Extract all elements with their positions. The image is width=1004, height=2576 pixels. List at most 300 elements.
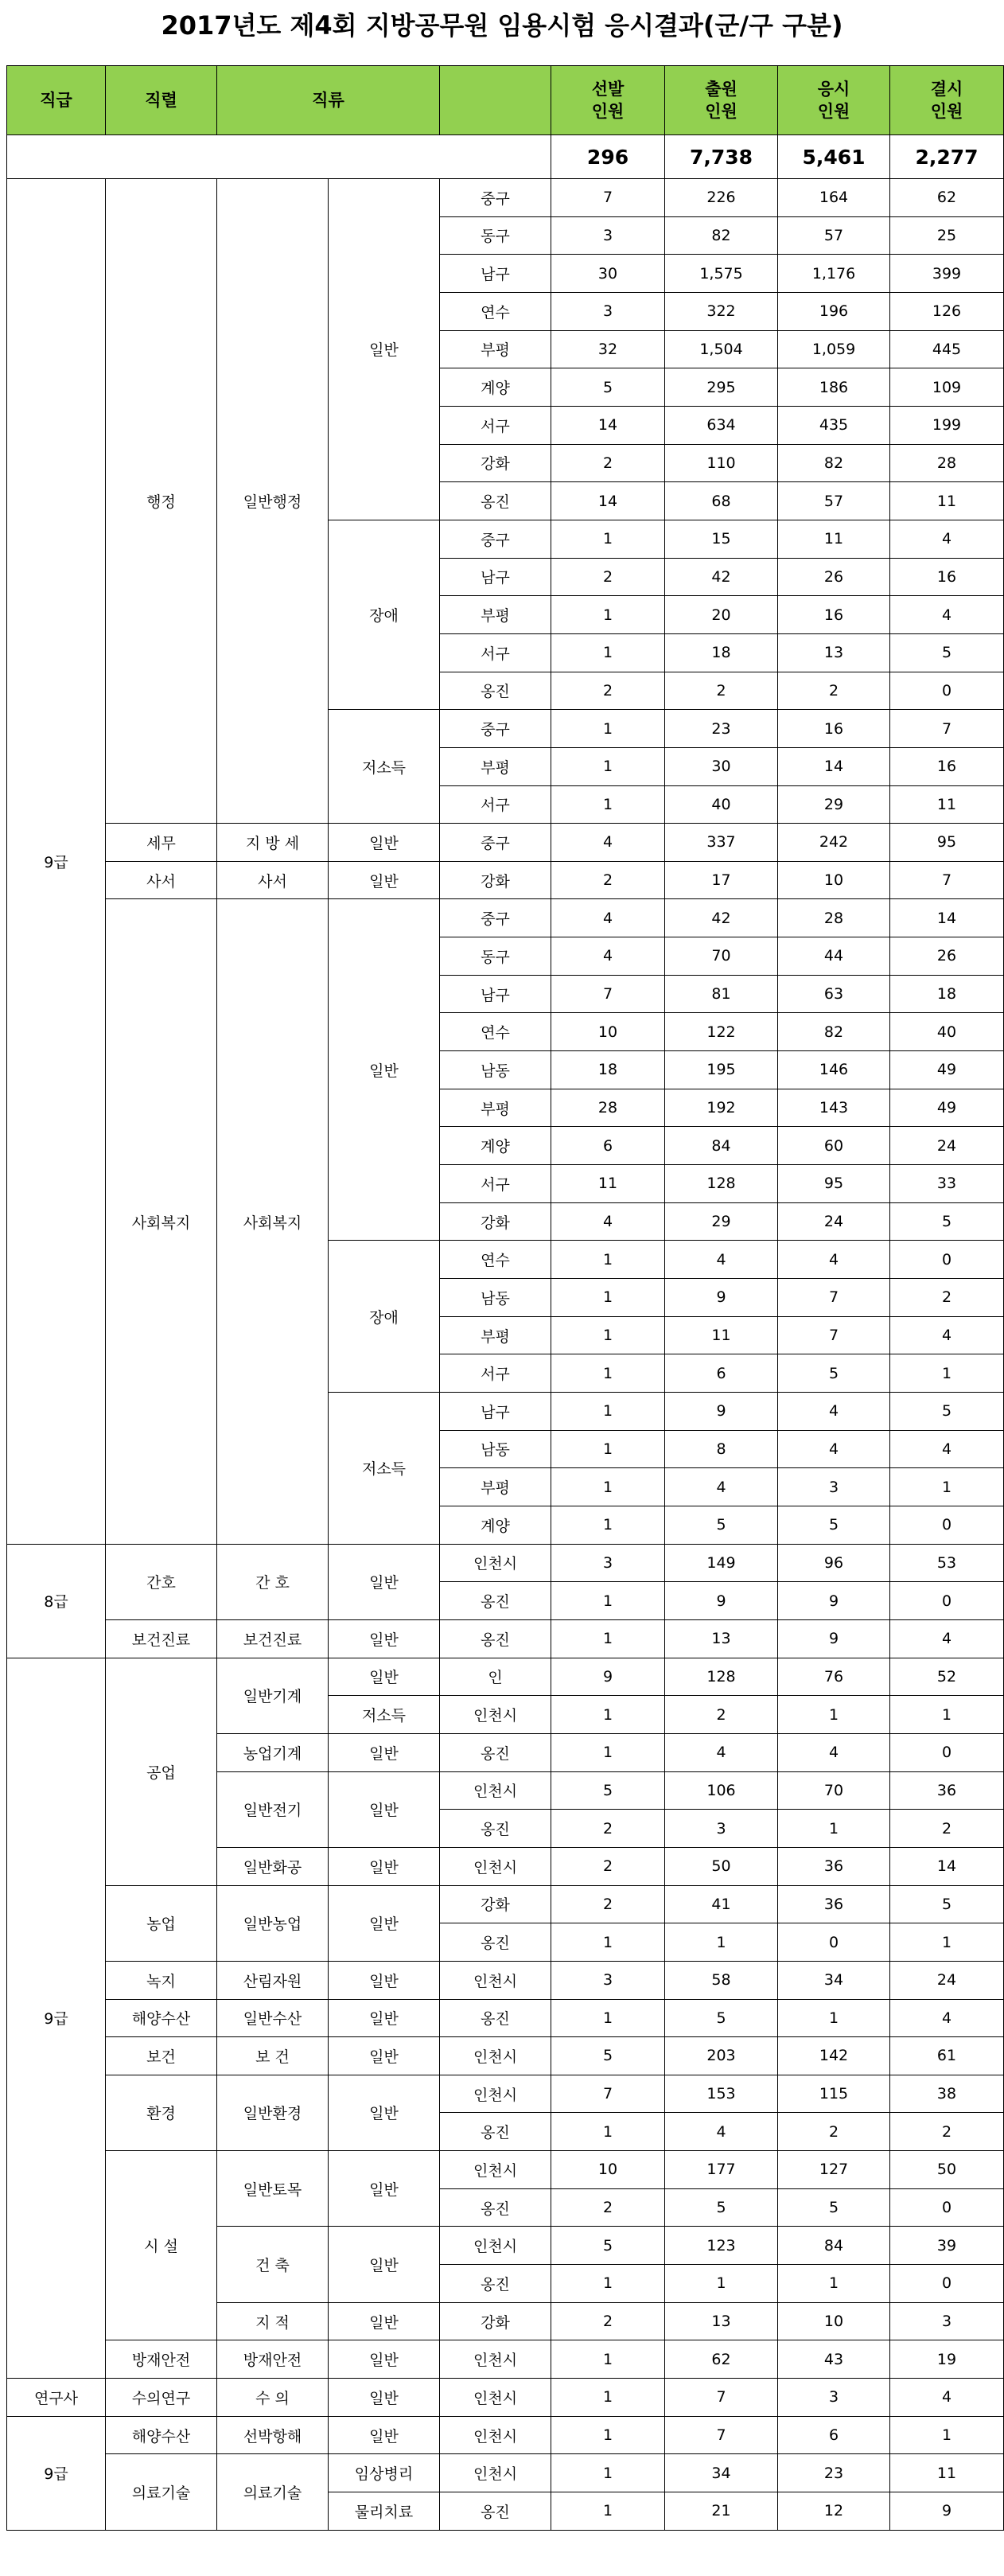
- region-cell: 연수: [440, 1013, 551, 1051]
- series-cell: 보건진료: [106, 1619, 217, 1658]
- absent-cell: 14: [890, 1847, 1004, 1885]
- absent-cell: 0: [890, 2188, 1004, 2227]
- selected-cell: 18: [551, 1051, 665, 1089]
- selected-cell: 1: [551, 1279, 665, 1317]
- applied-cell: 5: [665, 1506, 778, 1544]
- grade-cell: 9급: [7, 1658, 106, 2378]
- region-cell: 계양: [440, 1127, 551, 1165]
- applied-cell: 4: [665, 1468, 778, 1506]
- applied-cell: 6: [665, 1354, 778, 1393]
- attended-cell: 4: [778, 1241, 890, 1279]
- selected-cell: 1: [551, 2454, 665, 2492]
- region-cell: 인천시: [440, 1544, 551, 1582]
- region-cell: 남구: [440, 1393, 551, 1431]
- region-cell: 서구: [440, 1354, 551, 1393]
- attended-cell: 186: [778, 368, 890, 407]
- absent-cell: 24: [890, 1961, 1004, 1999]
- absent-cell: 33: [890, 1165, 1004, 1203]
- selected-cell: 1: [551, 1999, 665, 2037]
- class-cell: 일반토목: [217, 2151, 329, 2227]
- absent-cell: 4: [890, 1999, 1004, 2037]
- table-row: [7, 1658, 1004, 1696]
- applied-cell: 4: [665, 2113, 778, 2151]
- region-cell: 강화: [440, 861, 551, 899]
- absent-cell: 11: [890, 785, 1004, 824]
- type-cell: 일반: [329, 1733, 440, 1771]
- totals-blank: [7, 135, 551, 179]
- grade-cell: 연구사: [7, 2379, 106, 2417]
- attended-cell: 34: [778, 1961, 890, 1999]
- type-cell: 일반: [329, 2302, 440, 2340]
- absent-cell: 4: [890, 520, 1004, 558]
- applied-cell: 203: [665, 2037, 778, 2075]
- applied-cell: 9: [665, 1279, 778, 1317]
- applied-cell: 322: [665, 292, 778, 330]
- region-cell: 강화: [440, 444, 551, 482]
- table-row: [7, 1999, 1004, 2037]
- region-cell: 인천시: [440, 1771, 551, 1810]
- series-cell: 행정: [106, 179, 217, 824]
- attended-cell: 23: [778, 2454, 890, 2492]
- selected-cell: 2: [551, 2188, 665, 2227]
- header-absent: 결시 인원: [890, 66, 1004, 135]
- applied-cell: 15: [665, 520, 778, 558]
- selected-cell: 1: [551, 2340, 665, 2379]
- attended-cell: 1,176: [778, 255, 890, 293]
- header-applied: 출원 인원: [665, 66, 778, 135]
- applied-cell: 70: [665, 937, 778, 976]
- type-cell: 일반: [329, 2151, 440, 2227]
- absent-cell: 0: [890, 2265, 1004, 2303]
- applied-cell: 128: [665, 1658, 778, 1696]
- region-cell: 인천시: [440, 2037, 551, 2075]
- attended-cell: 115: [778, 2075, 890, 2113]
- absent-cell: 53: [890, 1544, 1004, 1582]
- type-cell: 일반: [329, 2037, 440, 2075]
- selected-cell: 2: [551, 2302, 665, 2340]
- attended-cell: 1: [778, 1696, 890, 1734]
- selected-cell: 4: [551, 1202, 665, 1241]
- class-cell: 방재안전: [217, 2340, 329, 2379]
- region-cell: 동구: [440, 216, 551, 255]
- region-cell: 계양: [440, 368, 551, 407]
- series-cell: 환경: [106, 2075, 217, 2150]
- applied-cell: 62: [665, 2340, 778, 2379]
- absent-cell: 16: [890, 747, 1004, 785]
- region-cell: 인천시: [440, 1847, 551, 1885]
- attended-cell: 9: [778, 1619, 890, 1658]
- absent-cell: 0: [890, 1582, 1004, 1620]
- header-grade: 직급: [7, 66, 106, 135]
- attended-cell: 196: [778, 292, 890, 330]
- header-attended: 응시 인원: [778, 66, 890, 135]
- attended-cell: 146: [778, 1051, 890, 1089]
- absent-cell: 25: [890, 216, 1004, 255]
- selected-cell: 1: [551, 596, 665, 634]
- selected-cell: 4: [551, 899, 665, 937]
- absent-cell: 14: [890, 899, 1004, 937]
- applied-cell: 30: [665, 747, 778, 785]
- applied-cell: 5: [665, 2188, 778, 2227]
- region-cell: 인천시: [440, 1696, 551, 1734]
- absent-cell: 11: [890, 2454, 1004, 2492]
- absent-cell: 126: [890, 292, 1004, 330]
- absent-cell: 0: [890, 672, 1004, 710]
- region-cell: 인천시: [440, 2227, 551, 2265]
- applied-cell: 149: [665, 1544, 778, 1582]
- type-cell: 일반: [329, 1619, 440, 1658]
- attended-cell: 0: [778, 1923, 890, 1962]
- type-cell: 일반: [329, 1658, 440, 1696]
- selected-cell: 1: [551, 1430, 665, 1468]
- selected-cell: 14: [551, 482, 665, 520]
- absent-cell: 7: [890, 861, 1004, 899]
- series-cell: 세무: [106, 824, 217, 862]
- selected-cell: 1: [551, 2492, 665, 2531]
- attended-cell: 143: [778, 1089, 890, 1127]
- attended-cell: 7: [778, 1316, 890, 1354]
- selected-cell: 3: [551, 1961, 665, 1999]
- absent-cell: 38: [890, 2075, 1004, 2113]
- absent-cell: 36: [890, 1771, 1004, 1810]
- applied-cell: 11: [665, 1316, 778, 1354]
- applied-cell: 195: [665, 1051, 778, 1089]
- type-cell: 장애: [329, 1241, 440, 1393]
- selected-cell: 1: [551, 1468, 665, 1506]
- absent-cell: 4: [890, 1430, 1004, 1468]
- type-cell: 일반: [329, 2379, 440, 2417]
- attended-cell: 13: [778, 633, 890, 672]
- attended-cell: 63: [778, 975, 890, 1013]
- table-row: [7, 2454, 1004, 2492]
- absent-cell: 109: [890, 368, 1004, 407]
- applied-cell: 42: [665, 899, 778, 937]
- results-table: [6, 65, 1004, 2531]
- region-cell: 부평: [440, 747, 551, 785]
- absent-cell: 49: [890, 1051, 1004, 1089]
- applied-cell: 8: [665, 1430, 778, 1468]
- class-cell: 간 호: [217, 1544, 329, 1619]
- attended-cell: 28: [778, 899, 890, 937]
- region-cell: 부평: [440, 596, 551, 634]
- applied-cell: 1: [665, 1923, 778, 1962]
- type-cell: 물리치료: [329, 2492, 440, 2531]
- table-row: [7, 1885, 1004, 1923]
- type-cell: 저소득: [329, 1393, 440, 1545]
- type-cell: 일반: [329, 2416, 440, 2454]
- attended-cell: 1: [778, 2265, 890, 2303]
- type-cell: 장애: [329, 520, 440, 709]
- absent-cell: 5: [890, 1885, 1004, 1923]
- absent-cell: 62: [890, 179, 1004, 217]
- series-cell: 수의연구: [106, 2379, 217, 2417]
- header-row: [7, 66, 1004, 135]
- type-cell: 임상병리: [329, 2454, 440, 2492]
- page-title: 2017년도 제4회 지방공무원 임용시험 응시결과(군/구 구분): [161, 10, 843, 41]
- selected-cell: 5: [551, 368, 665, 407]
- selected-cell: 7: [551, 2075, 665, 2113]
- region-cell: 부평: [440, 330, 551, 368]
- region-cell: 옹진: [440, 1810, 551, 1848]
- applied-cell: 226: [665, 179, 778, 217]
- attended-cell: 2: [778, 672, 890, 710]
- class-cell: 사회복지: [217, 899, 329, 1544]
- attended-cell: 242: [778, 824, 890, 862]
- absent-cell: 2: [890, 1810, 1004, 1848]
- absent-cell: 95: [890, 824, 1004, 862]
- series-cell: 공업: [106, 1658, 217, 1885]
- attended-cell: 57: [778, 482, 890, 520]
- applied-cell: 3: [665, 1810, 778, 1848]
- grade-cell: 9급: [7, 2416, 106, 2530]
- attended-cell: 60: [778, 1127, 890, 1165]
- applied-cell: 34: [665, 2454, 778, 2492]
- applied-cell: 5: [665, 1999, 778, 2037]
- region-cell: 동구: [440, 937, 551, 976]
- applied-cell: 68: [665, 482, 778, 520]
- table-row: [7, 824, 1004, 862]
- table-row: [7, 1619, 1004, 1658]
- attended-cell: 12: [778, 2492, 890, 2531]
- applied-cell: 177: [665, 2151, 778, 2189]
- class-cell: 지 적: [217, 2302, 329, 2340]
- grade-cell: 9급: [7, 179, 106, 1545]
- selected-cell: 1: [551, 633, 665, 672]
- region-cell: 남동: [440, 1051, 551, 1089]
- applied-cell: 1: [665, 2265, 778, 2303]
- attended-cell: 16: [778, 596, 890, 634]
- attended-cell: 82: [778, 1013, 890, 1051]
- applied-cell: 2: [665, 672, 778, 710]
- attended-cell: 4: [778, 1430, 890, 1468]
- applied-cell: 2: [665, 1696, 778, 1734]
- header-selected: 선발 인원: [551, 66, 665, 135]
- applied-cell: 7: [665, 2416, 778, 2454]
- class-cell: 일반화공: [217, 1847, 329, 1885]
- applied-cell: 84: [665, 1127, 778, 1165]
- absent-cell: 445: [890, 330, 1004, 368]
- region-cell: 연수: [440, 1241, 551, 1279]
- attended-cell: 14: [778, 747, 890, 785]
- selected-cell: 5: [551, 2037, 665, 2075]
- applied-cell: 17: [665, 861, 778, 899]
- absent-cell: 1: [890, 1696, 1004, 1734]
- selected-cell: 28: [551, 1089, 665, 1127]
- absent-cell: 50: [890, 2151, 1004, 2189]
- series-cell: 농업: [106, 1885, 217, 1961]
- applied-cell: 41: [665, 1885, 778, 1923]
- region-cell: 남구: [440, 558, 551, 596]
- attended-cell: 82: [778, 444, 890, 482]
- region-cell: 인: [440, 1658, 551, 1696]
- selected-cell: 1: [551, 1393, 665, 1431]
- selected-cell: 1: [551, 2379, 665, 2417]
- region-cell: 강화: [440, 1202, 551, 1241]
- class-cell: 보 건: [217, 2037, 329, 2075]
- table-row: [7, 2075, 1004, 2113]
- attended-cell: 95: [778, 1165, 890, 1203]
- attended-cell: 96: [778, 1544, 890, 1582]
- region-cell: 중구: [440, 899, 551, 937]
- attended-cell: 6: [778, 2416, 890, 2454]
- region-cell: 남동: [440, 1430, 551, 1468]
- class-cell: 일반행정: [217, 179, 329, 824]
- grade-cell: 8급: [7, 1544, 106, 1658]
- table-row: [7, 2416, 1004, 2454]
- applied-cell: 1,504: [665, 330, 778, 368]
- applied-cell: 4: [665, 1733, 778, 1771]
- applied-cell: 58: [665, 1961, 778, 1999]
- table-row: [7, 1544, 1004, 1582]
- absent-cell: 4: [890, 1619, 1004, 1658]
- type-cell: 일반: [329, 179, 440, 520]
- applied-cell: 1,575: [665, 255, 778, 293]
- region-cell: 남구: [440, 975, 551, 1013]
- applied-cell: 29: [665, 1202, 778, 1241]
- region-cell: 옹진: [440, 2188, 551, 2227]
- absent-cell: 5: [890, 1393, 1004, 1431]
- attended-cell: 7: [778, 1279, 890, 1317]
- region-cell: 옹진: [440, 2492, 551, 2531]
- applied-cell: 337: [665, 824, 778, 862]
- attended-cell: 4: [778, 1393, 890, 1431]
- class-cell: 건 축: [217, 2227, 329, 2302]
- class-cell: 수 의: [217, 2379, 329, 2417]
- attended-cell: 76: [778, 1658, 890, 1696]
- region-cell: 인천시: [440, 1961, 551, 1999]
- selected-cell: 14: [551, 406, 665, 444]
- type-cell: 일반: [329, 861, 440, 899]
- table-row: [7, 861, 1004, 899]
- selected-cell: 1: [551, 1619, 665, 1658]
- region-cell: 옹진: [440, 482, 551, 520]
- region-cell: 인천시: [440, 2340, 551, 2379]
- absent-cell: 9: [890, 2492, 1004, 2531]
- attended-cell: 2: [778, 2113, 890, 2151]
- absent-cell: 16: [890, 558, 1004, 596]
- selected-cell: 1: [551, 747, 665, 785]
- applied-cell: 82: [665, 216, 778, 255]
- selected-cell: 2: [551, 1847, 665, 1885]
- selected-cell: 1: [551, 1506, 665, 1544]
- region-cell: 옹진: [440, 1999, 551, 2037]
- table-row: [7, 2151, 1004, 2189]
- selected-cell: 5: [551, 2227, 665, 2265]
- applied-cell: 128: [665, 1165, 778, 1203]
- attended-cell: 3: [778, 1468, 890, 1506]
- region-cell: 서구: [440, 785, 551, 824]
- attended-cell: 84: [778, 2227, 890, 2265]
- selected-cell: 1: [551, 1354, 665, 1393]
- region-cell: 옹진: [440, 1619, 551, 1658]
- series-cell: 간호: [106, 1544, 217, 1619]
- absent-cell: 0: [890, 1241, 1004, 1279]
- attended-cell: 164: [778, 179, 890, 217]
- applied-cell: 9: [665, 1393, 778, 1431]
- region-cell: 부평: [440, 1316, 551, 1354]
- absent-cell: 1: [890, 2416, 1004, 2454]
- attended-cell: 70: [778, 1771, 890, 1810]
- applied-cell: 13: [665, 2302, 778, 2340]
- class-cell: 선박항해: [217, 2416, 329, 2454]
- series-cell: 녹지: [106, 1961, 217, 1999]
- applied-cell: 153: [665, 2075, 778, 2113]
- table-row: [7, 1961, 1004, 1999]
- absent-cell: 5: [890, 633, 1004, 672]
- region-cell: 서구: [440, 406, 551, 444]
- attended-cell: 5: [778, 1506, 890, 1544]
- region-cell: 부평: [440, 1089, 551, 1127]
- class-cell: 일반농업: [217, 1885, 329, 1961]
- absent-cell: 4: [890, 596, 1004, 634]
- class-cell: 의료기술: [217, 2454, 329, 2530]
- attended-cell: 36: [778, 1885, 890, 1923]
- attended-cell: 3: [778, 2379, 890, 2417]
- applied-cell: 81: [665, 975, 778, 1013]
- selected-cell: 30: [551, 255, 665, 293]
- attended-cell: 24: [778, 1202, 890, 1241]
- applied-cell: 21: [665, 2492, 778, 2531]
- selected-cell: 1: [551, 1241, 665, 1279]
- series-cell: 보건: [106, 2037, 217, 2075]
- attended-cell: 11: [778, 520, 890, 558]
- applied-cell: 106: [665, 1771, 778, 1810]
- type-cell: 일반: [329, 1961, 440, 1999]
- region-cell: 인천시: [440, 2379, 551, 2417]
- absent-cell: 4: [890, 2379, 1004, 2417]
- total-absent: 2,277: [890, 135, 1004, 179]
- applied-cell: 295: [665, 368, 778, 407]
- attended-cell: 26: [778, 558, 890, 596]
- selected-cell: 11: [551, 1165, 665, 1203]
- header-class: 직류: [217, 66, 440, 135]
- absent-cell: 7: [890, 710, 1004, 748]
- selected-cell: 1: [551, 2265, 665, 2303]
- region-cell: 중구: [440, 179, 551, 217]
- series-cell: 해양수산: [106, 2416, 217, 2454]
- attended-cell: 5: [778, 1354, 890, 1393]
- applied-cell: 9: [665, 1582, 778, 1620]
- class-cell: 농업기계: [217, 1733, 329, 1771]
- region-cell: 옹진: [440, 1582, 551, 1620]
- absent-cell: 11: [890, 482, 1004, 520]
- type-cell: 일반: [329, 2340, 440, 2379]
- class-cell: 산림자원: [217, 1961, 329, 1999]
- applied-cell: 7: [665, 2379, 778, 2417]
- region-cell: 부평: [440, 1468, 551, 1506]
- attended-cell: 16: [778, 710, 890, 748]
- selected-cell: 3: [551, 216, 665, 255]
- region-cell: 남구: [440, 255, 551, 293]
- absent-cell: 52: [890, 1658, 1004, 1696]
- selected-cell: 3: [551, 1544, 665, 1582]
- applied-cell: 20: [665, 596, 778, 634]
- table-row: [7, 899, 1004, 937]
- selected-cell: 1: [551, 1316, 665, 1354]
- region-cell: 중구: [440, 520, 551, 558]
- selected-cell: 2: [551, 861, 665, 899]
- selected-cell: 9: [551, 1658, 665, 1696]
- attended-cell: 142: [778, 2037, 890, 2075]
- absent-cell: 4: [890, 1316, 1004, 1354]
- selected-cell: 1: [551, 1733, 665, 1771]
- class-cell: 일반기계: [217, 1658, 329, 1733]
- totals-row: [7, 135, 1004, 179]
- region-cell: 강화: [440, 1885, 551, 1923]
- selected-cell: 1: [551, 2113, 665, 2151]
- type-cell: 저소득: [329, 1696, 440, 1734]
- absent-cell: 3: [890, 2302, 1004, 2340]
